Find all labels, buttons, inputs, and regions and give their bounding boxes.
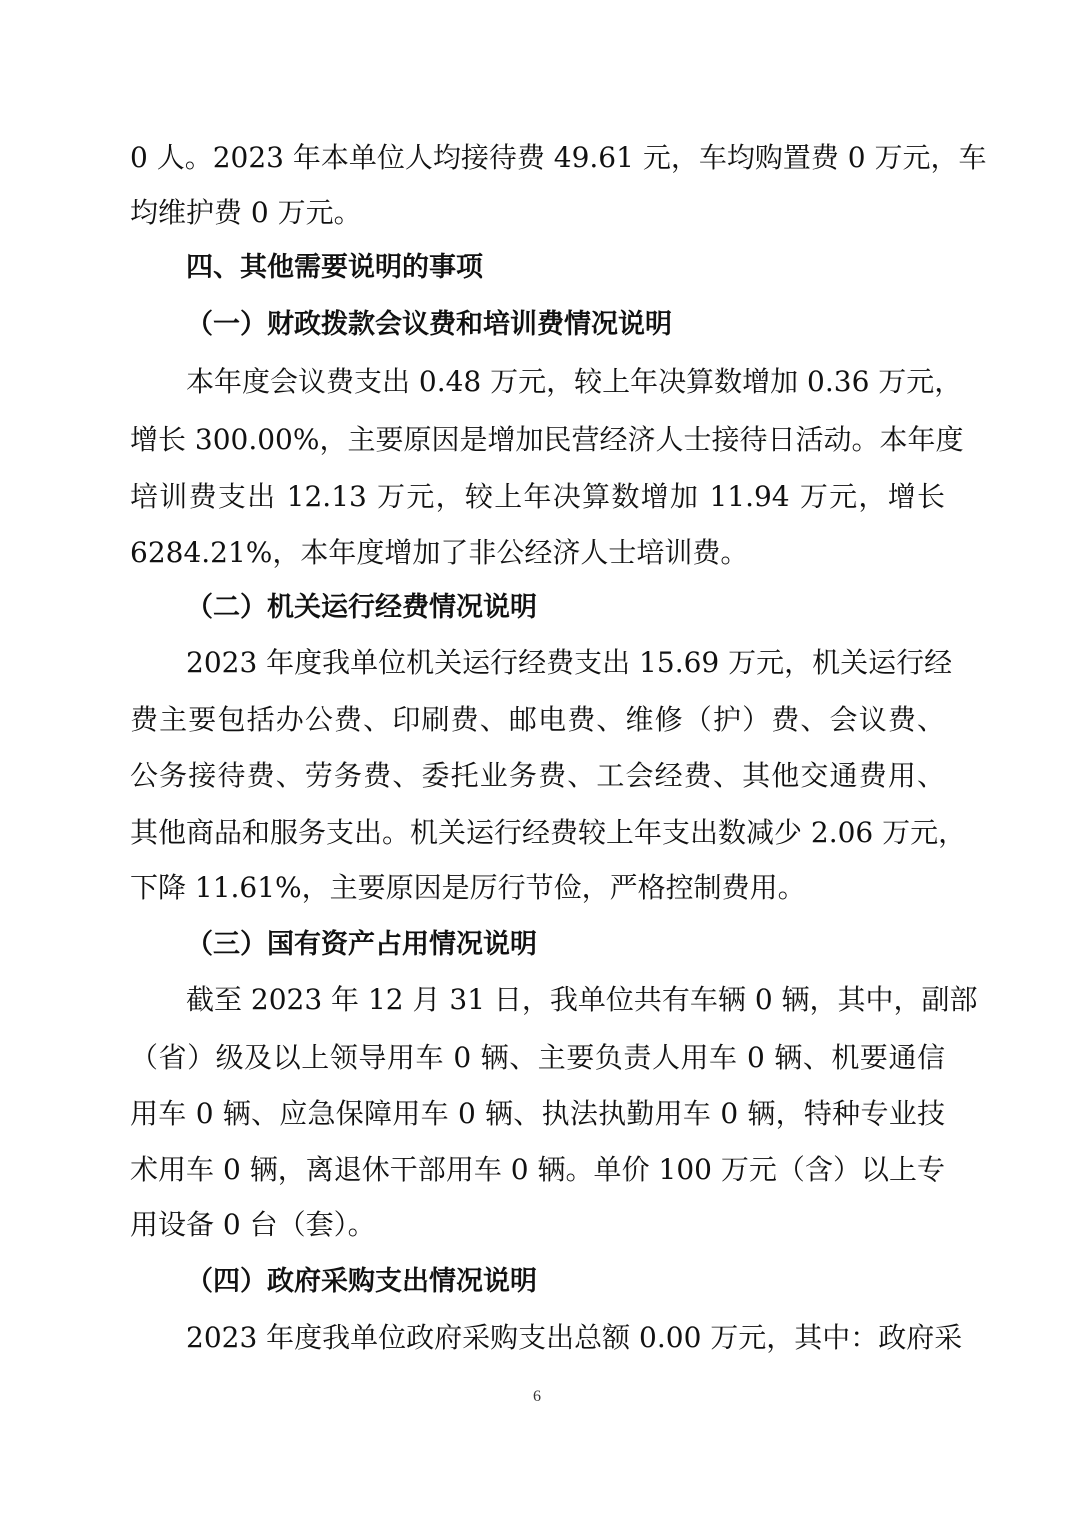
paragraph-line: 公务接待费、劳务费、委托业务费、工会经费、其他交通费用、 [130,759,945,792]
subsection-heading: （三）国有资产占用情况说明 [186,929,537,960]
paragraph-line: 其他商品和服务支出。机关运行经费较上年支出数减少 2.06 万元， [130,816,967,849]
paragraph-line: 费主要包括办公费、印刷费、邮电费、维修（护）费、会议费、 [130,703,945,736]
subsection-heading: （二）机关运行经费情况说明 [186,592,537,623]
paragraph-line: 培训费支出 12.13 万元，较上年决算数增加 11.94 万元，增长 [130,480,945,513]
paragraph-line: 2023 年度我单位机关运行经费支出 15.69 万元，机关运行经 [186,646,953,679]
paragraph-line: 用车 0 辆、应急保障用车 0 辆、执法执勤用车 0 辆，特种专业技 [130,1097,945,1130]
paragraph-line: 0 人。2023 年本单位人均接待费 49.61 元，车均购置费 0 万元，车 [130,141,987,174]
paragraph-line: 截至 2023 年 12 月 31 日，我单位共有车辆 0 辆，其中，副部 [186,983,978,1016]
paragraph-line: 6284.21%，本年度增加了非公经济人士培训费。 [130,536,749,569]
paragraph-line: 2023 年度我单位政府采购支出总额 0.00 万元，其中：政府采 [186,1321,963,1354]
paragraph-line: 均维护费 0 万元。 [130,196,362,229]
section-heading: 四、其他需要说明的事项 [186,252,483,283]
subsection-heading: （一）财政拨款会议费和培训费情况说明 [186,309,672,340]
paragraph-line: 增长 300.00%，主要原因是增加民营经济人士接待日活动。本年度 [130,423,964,456]
paragraph-line: （省）级及以上领导用车 0 辆、主要负责人用车 0 辆、机要通信 [130,1041,945,1074]
page-number: 6 [533,1388,541,1405]
paragraph-line: 用设备 0 台（套）。 [130,1208,376,1241]
paragraph-line: 术用车 0 辆，离退休干部用车 0 辆。单价 100 万元（含）以上专 [130,1153,945,1186]
paragraph-line: 本年度会议费支出 0.48 万元，较上年决算数增加 0.36 万元， [186,365,963,398]
paragraph-line: 下降 11.61%，主要原因是厉行节俭，严格控制费用。 [130,871,806,904]
subsection-heading: （四）政府采购支出情况说明 [186,1266,537,1297]
